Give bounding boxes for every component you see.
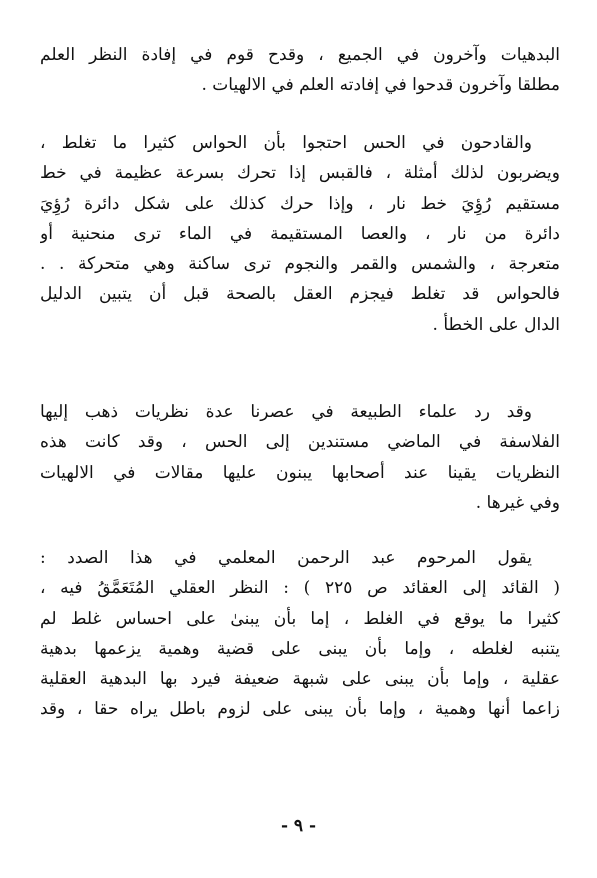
text-line: زاعما أنها وهمية ، وإما بأن يبنى على لزوم باطل يراه حقا ، وقد: [40, 699, 560, 720]
text-line: ويضربون لذلك أمثلة ، فالقبس إذا تحرك بسرعة عظيمة في خط: [40, 163, 560, 184]
paragraph-3: [40, 397, 560, 518]
text-line: مستقيم رُؤِيَ خط نار ، وإذا حرك كذلك على شكل دائرة رُؤِيَ: [40, 193, 560, 214]
text-line: يقول المرحوم عبد الرحمن المعلمي في هذا الصدد :: [40, 548, 532, 568]
text-line: متعرجة ، والشمس والقمر والنجوم ترى ساكنة وهي متحركة . .: [40, 254, 560, 275]
text-line: مطلقا وآخرون قدحوا في إفادته العلم في الالهيات .: [201, 75, 560, 96]
paragraph-2: [40, 128, 560, 340]
text-line: الدال على الخطأ .: [432, 314, 560, 335]
text-line: وقد رد علماء الطبيعة في عصرنا عدة نظريات ذهب إليها: [40, 402, 532, 422]
text-line: البدهيات وآخرون في الجميع ، وقدح قوم في إفادة النظر العلم: [40, 45, 560, 65]
text-line: كثيرا ما يوقع في الغلط ، إما بأن يبنىٰ على احساس غلط لم: [40, 608, 560, 629]
text-line: ( القائد إلى العقائد ص ٢٢٥ ) : النظر العقلي المُتَعَمَّقُ فيه ،: [40, 578, 560, 599]
text-line: الفلاسفة في الماضي مستندين إلى الحس ، وقد كانت هذه: [40, 432, 560, 453]
paragraph-1: [40, 40, 560, 101]
text-line: دائرة من نار ، والعصا المستقيمة في الماء ترى منحنية أو: [40, 223, 560, 244]
text-line: عقلية ، وإما بأن يبنى على شبهة ضعيفة فيرد بها البدهية العقلية: [40, 669, 560, 690]
text-line: والقادحون في الحس احتجوا بأن الحواس كثيرا ما تغلط ،: [40, 133, 532, 153]
text-line: يتنبه لغلطه ، وإما بأن يبنى على قضية وهمية يزعمها بدهية: [40, 638, 560, 659]
text-line: النظريات يقينا عند أصحابها يبنون عليها مقالات في الالهيات: [40, 462, 560, 483]
text-line: وفي غيرها .: [475, 492, 560, 513]
page-number: - ٩ -: [280, 816, 317, 836]
paragraph-4: [40, 543, 560, 725]
text-line: فالحواس قد تغلط فيجزم العقل بالصحة قبل أن يتبين الدليل: [40, 284, 560, 305]
